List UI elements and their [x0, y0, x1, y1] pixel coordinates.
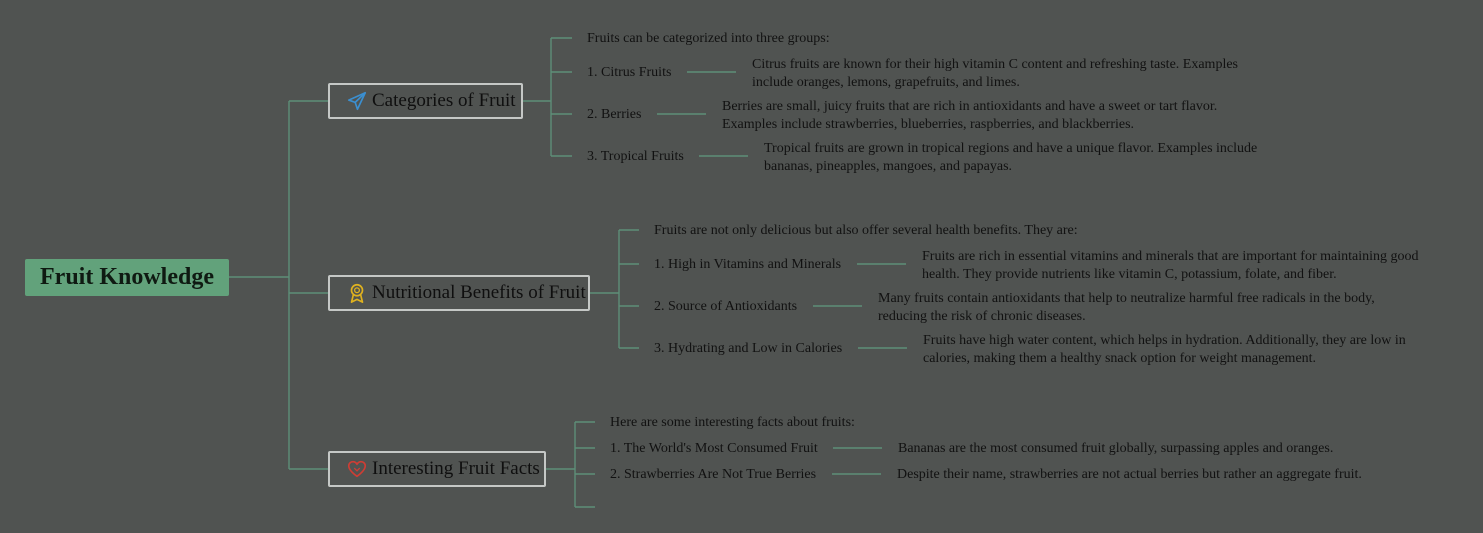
topic-antioxidants-desc: Many fruits contain antioxidants that help to neutralize harmful free radicals in the body, reducing the risk of chronic diseases.: [878, 291, 1375, 324]
topic-hydrating-desc: Fruits have high water content, which helps in hydration. Additionally, they are low in calories, making them a healthy snack option for weight management.: [923, 333, 1406, 366]
topic-most-consumed[interactable]: 1. The World's Most Consumed Fruit: [610, 441, 818, 456]
topic-vitamins-minerals[interactable]: 1. High in Vitamins and Minerals: [654, 257, 842, 272]
topic-antioxidants[interactable]: 2. Source of Antioxidants: [654, 299, 798, 314]
topic-most-consumed-desc: Bananas are the most consumed fruit globally, surpassing apples and oranges.: [898, 441, 1334, 456]
topic-hydrating[interactable]: 3. Hydrating and Low in Calories: [654, 341, 843, 356]
branch-interesting-facts[interactable]: [328, 451, 546, 487]
topic-berries-desc: Berries are small, juicy fruits that are rich in antioxidants and have a sweet or tart flavor. Examples include strawberries, blueberries, raspberries, and blackberries.: [722, 99, 1218, 132]
facts-intro: Here are some interesting facts about fruits:: [610, 415, 855, 430]
paper-plane-icon: [346, 90, 368, 112]
topic-citrus-fruits-desc: Citrus fruits are known for their high vitamin C content and refreshing taste. Examples include oranges, lemons, grapefruits, and limes.: [752, 57, 1238, 90]
root-node[interactable]: Fruit Knowledge: [25, 259, 229, 296]
categories-intro: Fruits can be categorized into three groups:: [587, 31, 830, 46]
nutrition-intro: Fruits are not only delicious but also offer several health benefits. They are:: [654, 223, 1078, 238]
topic-strawberries-desc: Despite their name, strawberries are not actual berries but rather an aggregate fruit.: [897, 467, 1362, 482]
branch-label: Categories of Fruit: [372, 90, 516, 111]
topic-strawberries[interactable]: 2. Strawberries Are Not True Berries: [610, 467, 817, 482]
branch-label: Nutritional Benefits of Fruit: [372, 282, 586, 303]
topic-tropical-fruits-desc: Tropical fruits are grown in tropical regions and have a unique flavor. Examples include bananas, pineapples, mangoes, and papayas.: [764, 141, 1258, 174]
topic-citrus-fruits[interactable]: 1. Citrus Fruits: [587, 65, 672, 80]
award-ribbon-icon: [346, 282, 368, 304]
topic-vitamins-minerals-desc: Fruits are rich in essential vitamins and minerals that are important for maintaining good health. They provide nutrients like vitamin C, potassium, folate, and fiber.: [922, 249, 1419, 282]
branch-label: Interesting Fruit Facts: [372, 458, 540, 479]
branch-nutritional-benefits[interactable]: [328, 275, 590, 311]
topic-tropical-fruits[interactable]: 3. Tropical Fruits: [587, 149, 684, 164]
branch-categories-of-fruit[interactable]: [328, 83, 523, 119]
heart-icon: [346, 458, 368, 480]
topic-berries[interactable]: 2. Berries: [587, 107, 642, 122]
